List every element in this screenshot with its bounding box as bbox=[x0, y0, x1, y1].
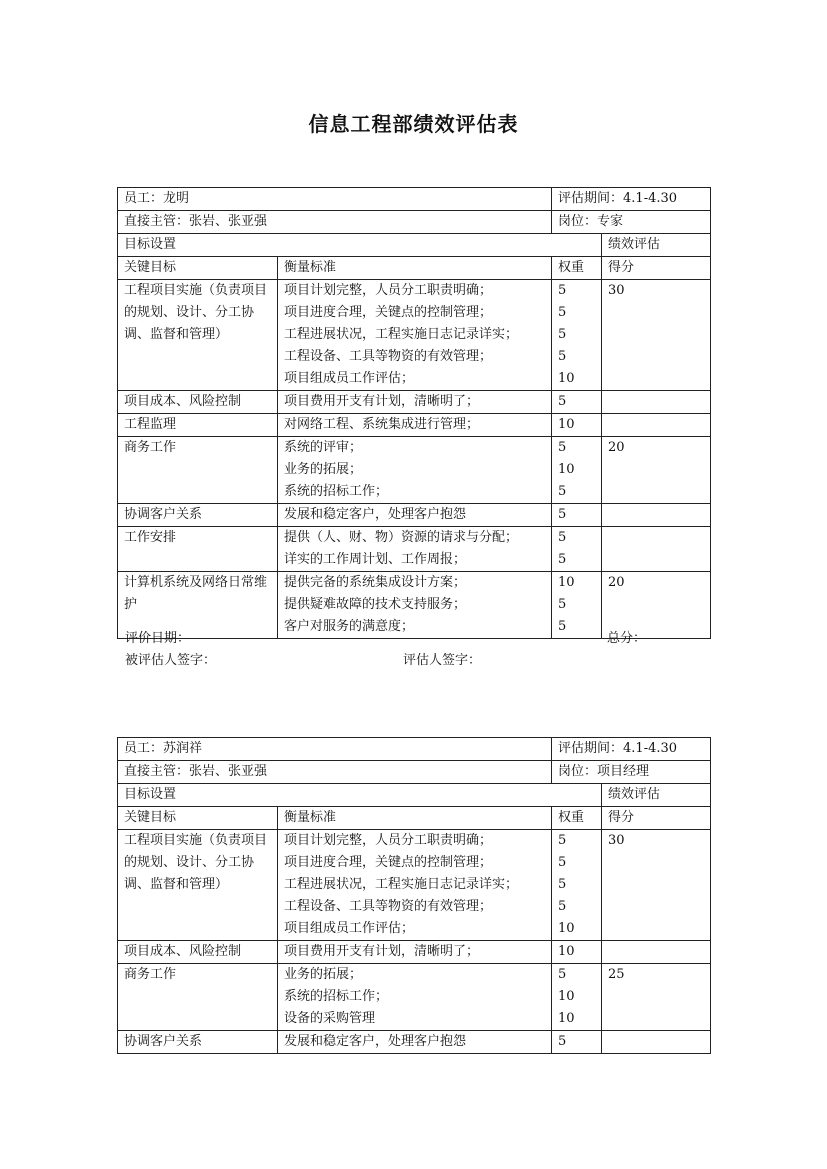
score-cell: 20 bbox=[602, 437, 711, 504]
key-goal-cell: 协调客户关系 bbox=[118, 504, 278, 527]
goal-row bbox=[118, 414, 711, 437]
weight-value: 10 bbox=[558, 575, 575, 590]
page-title: 信息工程部绩效评估表 bbox=[308, 112, 519, 136]
measure-item: 项目进度合理，关键点的控制管理； bbox=[284, 855, 493, 870]
section-header-row bbox=[118, 784, 711, 807]
weight-header: 权重 bbox=[552, 807, 602, 830]
measure-cell bbox=[278, 1031, 552, 1054]
goal-row bbox=[118, 437, 711, 504]
goal-setting-label: 目标设置 bbox=[118, 784, 602, 807]
measure-item: 项目进度合理，关键点的控制管理； bbox=[284, 305, 493, 320]
goal-row bbox=[118, 504, 711, 527]
measure-item: 对网络工程、系统集成进行管理； bbox=[284, 417, 480, 432]
score-cell bbox=[602, 414, 711, 437]
supervisor-row bbox=[118, 211, 711, 234]
weight-value: 5 bbox=[558, 899, 567, 914]
weight-cell bbox=[552, 414, 602, 437]
evaluatee-signature-label: 被评估人签字： bbox=[125, 653, 217, 668]
measure-cell bbox=[278, 437, 552, 504]
performance-eval-label: 绩效评估 bbox=[602, 234, 711, 257]
weight-cell bbox=[552, 941, 602, 964]
section-header-row bbox=[118, 234, 711, 257]
weight-value: 5 bbox=[558, 1034, 567, 1049]
weight-value: 5 bbox=[558, 305, 567, 320]
measure-cell bbox=[278, 830, 552, 941]
weight-header: 权重 bbox=[552, 257, 602, 280]
key-goal-cell: 商务工作 bbox=[118, 964, 278, 1031]
evaluation-table-longming bbox=[117, 187, 711, 639]
evaluator-signature-label: 评估人签字： bbox=[403, 653, 482, 668]
goal-row bbox=[118, 280, 711, 391]
weight-value: 5 bbox=[558, 855, 567, 870]
measure-item: 工程设备、工具等物资的有效管理； bbox=[284, 899, 493, 914]
measure-item: 客户对服务的满意度； bbox=[284, 619, 415, 634]
evaluation-table-surunxiang bbox=[117, 737, 711, 1054]
weight-value: 10 bbox=[558, 462, 575, 477]
measure-item: 系统的评审； bbox=[284, 440, 363, 455]
measure-cell bbox=[278, 504, 552, 527]
weight-value: 5 bbox=[558, 619, 567, 634]
measure-item: 项目费用开支有计划，清晰明了； bbox=[284, 944, 480, 959]
score-cell bbox=[602, 1031, 711, 1054]
score-header: 得分 bbox=[602, 257, 711, 280]
column-header-row bbox=[118, 257, 711, 280]
measure-header: 衡量标准 bbox=[278, 257, 552, 280]
form-footer bbox=[117, 628, 710, 672]
key-goal-cell: 工程项目实施（负责项目的规划、设计、分工协调、监督和管理） bbox=[118, 830, 278, 941]
weight-value: 5 bbox=[558, 877, 567, 892]
score-cell bbox=[602, 527, 711, 572]
measure-item: 系统的招标工作； bbox=[284, 484, 389, 499]
measure-item: 详实的工作周计划、工作周报； bbox=[284, 552, 467, 567]
weight-cell bbox=[552, 964, 602, 1031]
weight-value: 10 bbox=[558, 1011, 575, 1026]
measure-cell bbox=[278, 941, 552, 964]
weight-value: 5 bbox=[558, 440, 567, 455]
weight-cell bbox=[552, 391, 602, 414]
score-header: 得分 bbox=[602, 807, 711, 830]
evaluation-period: 评估期间：4.1-4.30 bbox=[552, 738, 711, 761]
goal-row bbox=[118, 391, 711, 414]
weight-value: 5 bbox=[558, 530, 567, 545]
score-cell bbox=[602, 504, 711, 527]
measure-item: 提供（人、财、物）资源的请求与分配； bbox=[284, 530, 519, 545]
weight-value: 5 bbox=[558, 349, 567, 364]
supervisor: 直接主管：张岩、张亚强 bbox=[118, 761, 552, 784]
key-goal-header: 关键目标 bbox=[118, 257, 278, 280]
weight-value: 10 bbox=[558, 989, 575, 1004]
key-goal-cell: 工程项目实施（负责项目的规划、设计、分工协调、监督和管理） bbox=[118, 280, 278, 391]
weight-value: 5 bbox=[558, 283, 567, 298]
goal-row bbox=[118, 1031, 711, 1054]
score-cell: 30 bbox=[602, 280, 711, 391]
goal-row bbox=[118, 830, 711, 941]
position: 岗位：项目经理 bbox=[552, 761, 711, 784]
goal-setting-label: 目标设置 bbox=[118, 234, 602, 257]
weight-value: 10 bbox=[558, 921, 575, 936]
weight-value: 5 bbox=[558, 967, 567, 982]
score-cell: 25 bbox=[602, 964, 711, 1031]
key-goal-cell: 工作安排 bbox=[118, 527, 278, 572]
weight-value: 10 bbox=[558, 417, 575, 432]
weight-value: 5 bbox=[558, 597, 567, 612]
measure-cell bbox=[278, 280, 552, 391]
weight-value: 10 bbox=[558, 944, 575, 959]
measure-item: 项目计划完整，人员分工职责明确； bbox=[284, 833, 493, 848]
score-cell: 30 bbox=[602, 830, 711, 941]
measure-item: 项目费用开支有计划，清晰明了； bbox=[284, 394, 480, 409]
position: 岗位：专家 bbox=[552, 211, 711, 234]
total-score-label: 总分： bbox=[607, 631, 647, 646]
measure-item: 发展和稳定客户，处理客户抱怨 bbox=[284, 1034, 467, 1049]
key-goal-cell: 项目成本、风险控制 bbox=[118, 941, 278, 964]
score-cell bbox=[602, 941, 711, 964]
weight-value: 5 bbox=[558, 507, 567, 522]
key-goal-header: 关键目标 bbox=[118, 807, 278, 830]
column-header-row bbox=[118, 807, 711, 830]
weight-cell bbox=[552, 504, 602, 527]
weight-cell bbox=[552, 280, 602, 391]
measure-item: 提供完备的系统集成设计方案； bbox=[284, 575, 467, 590]
measure-cell bbox=[278, 527, 552, 572]
measure-item: 项目组成员工作评估； bbox=[284, 371, 415, 386]
key-goal-cell: 项目成本、风险控制 bbox=[118, 391, 278, 414]
employee-name: 员工：苏润祥 bbox=[118, 738, 552, 761]
key-goal-cell: 计算机系统及网络日常维护 bbox=[118, 572, 278, 639]
goal-row bbox=[118, 941, 711, 964]
measure-item: 工程进展状况，工程实施日志记录详实； bbox=[284, 327, 519, 342]
measure-header: 衡量标准 bbox=[278, 807, 552, 830]
measure-item: 设备的采购管理 bbox=[284, 1011, 376, 1026]
measure-item: 提供疑难故障的技术支持服务； bbox=[284, 597, 467, 612]
weight-value: 5 bbox=[558, 327, 567, 342]
key-goal-cell: 工程监理 bbox=[118, 414, 278, 437]
measure-item: 业务的拓展； bbox=[284, 462, 363, 477]
measure-item: 工程进展状况，工程实施日志记录详实； bbox=[284, 877, 519, 892]
goal-row bbox=[118, 527, 711, 572]
measure-cell bbox=[278, 391, 552, 414]
score-cell bbox=[602, 391, 711, 414]
measure-item: 发展和稳定客户，处理客户抱怨 bbox=[284, 507, 467, 522]
measure-item: 项目计划完整，人员分工职责明确； bbox=[284, 283, 493, 298]
weight-cell bbox=[552, 830, 602, 941]
employee-name: 员工：龙明 bbox=[118, 188, 552, 211]
measure-item: 项目组成员工作评估； bbox=[284, 921, 415, 936]
measure-item: 工程设备、工具等物资的有效管理； bbox=[284, 349, 493, 364]
supervisor: 直接主管：张岩、张亚强 bbox=[118, 211, 552, 234]
weight-value: 5 bbox=[558, 552, 567, 567]
employee-row bbox=[118, 188, 711, 211]
goal-row bbox=[118, 964, 711, 1031]
weight-cell bbox=[552, 437, 602, 504]
weight-value: 5 bbox=[558, 394, 567, 409]
weight-value: 5 bbox=[558, 833, 567, 848]
measure-cell bbox=[278, 964, 552, 1031]
weight-cell bbox=[552, 1031, 602, 1054]
evaluation-date-label: 评价日期： bbox=[125, 631, 191, 646]
score-cell: 20 bbox=[602, 572, 711, 639]
supervisor-row bbox=[118, 761, 711, 784]
weight-value: 10 bbox=[558, 371, 575, 386]
measure-item: 系统的招标工作； bbox=[284, 989, 389, 1004]
weight-value: 5 bbox=[558, 484, 567, 499]
measure-item: 业务的拓展； bbox=[284, 967, 363, 982]
evaluation-period: 评估期间：4.1-4.30 bbox=[552, 188, 711, 211]
weight-cell bbox=[552, 527, 602, 572]
employee-row bbox=[118, 738, 711, 761]
key-goal-cell: 协调客户关系 bbox=[118, 1031, 278, 1054]
performance-eval-label: 绩效评估 bbox=[602, 784, 711, 807]
key-goal-cell: 商务工作 bbox=[118, 437, 278, 504]
measure-cell bbox=[278, 414, 552, 437]
